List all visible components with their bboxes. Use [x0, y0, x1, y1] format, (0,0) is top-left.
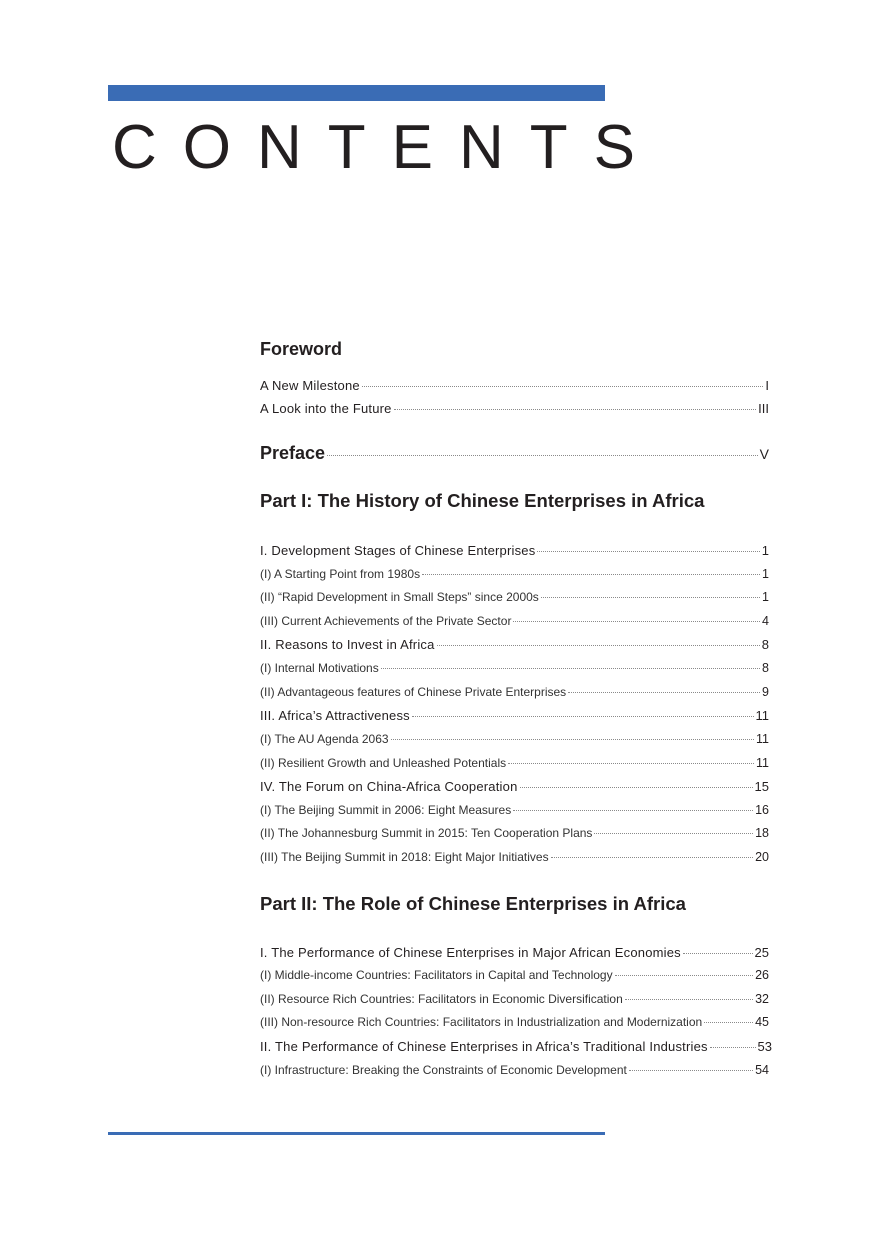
dot-leader — [551, 857, 754, 858]
toc-entry-page: 32 — [755, 992, 769, 1006]
toc-entry-page: I — [765, 378, 769, 393]
dot-leader — [625, 999, 753, 1000]
toc-entry[interactable] — [260, 614, 769, 628]
toc-entry-page: 15 — [754, 779, 769, 794]
toc-entry-title: A Look into the Future — [260, 401, 392, 416]
toc-entry-title: (II) Advantageous features of Chinese Private Enterprises — [260, 685, 567, 699]
toc-entry-title: (II) Resource Rich Countries: Facilitators in Economic Diversification — [260, 992, 623, 1006]
part-2-heading: Part II: The Role of Chinese Enterprises in Africa — [260, 893, 686, 914]
dot-leader — [629, 1070, 753, 1071]
dot-leader — [508, 763, 754, 764]
dot-leader — [594, 833, 753, 834]
dot-leader — [381, 668, 760, 669]
toc-entry-page: 45 — [755, 1015, 769, 1029]
dot-leader — [362, 386, 764, 387]
preface-heading: Preface — [260, 443, 326, 463]
page-title: CONTENTS — [112, 113, 661, 182]
toc-entry-title: (III) Non-resource Rich Countries: Facilitators in Industrialization and Modernization — [260, 1015, 703, 1029]
toc-entry[interactable] — [260, 992, 769, 1006]
toc-entry-title: (I) The Beijing Summit in 2006: Eight Measures — [260, 803, 512, 817]
toc-entry-title: I. The Performance of Chinese Enterprises in Major African Economies — [260, 945, 681, 960]
dot-leader — [394, 409, 757, 410]
toc-entry-page: 25 — [754, 945, 769, 960]
dot-leader — [412, 716, 754, 717]
toc-entry-title: III. Africa’s Attractiveness — [260, 708, 410, 723]
toc-entry-title: (III) Current Achievements of the Private Sector — [260, 614, 512, 628]
toc-entry-page: 11 — [756, 732, 769, 746]
foreword-heading: Foreword — [260, 339, 343, 359]
toc-entry[interactable] — [260, 685, 769, 699]
bottom-accent-bar — [108, 1132, 605, 1135]
toc-entry-page: 18 — [755, 826, 769, 840]
dot-leader — [437, 645, 760, 646]
toc-entry-page: 20 — [755, 850, 769, 864]
toc-entry-page: 53 — [757, 1039, 772, 1054]
toc-entry-title: (II) Resilient Growth and Unleashed Potentials — [260, 756, 507, 770]
toc-entry[interactable] — [260, 756, 769, 770]
dot-leader — [704, 1022, 753, 1023]
toc-entry[interactable] — [260, 779, 769, 794]
toc-entry-page: 1 — [761, 543, 769, 558]
dot-leader — [513, 621, 760, 622]
dot-leader — [541, 597, 760, 598]
dot-leader — [710, 1047, 756, 1048]
toc-entry[interactable] — [260, 945, 769, 960]
toc-entry[interactable] — [260, 968, 769, 982]
toc-entry-page: III — [758, 401, 769, 416]
dot-leader — [520, 787, 753, 788]
toc-entry-page: 9 — [762, 685, 769, 699]
part-1-heading: Part I: The History of Chinese Enterprises in Africa — [260, 490, 705, 511]
toc-entry-page: 11 — [756, 756, 769, 770]
toc-entry-title: (I) Middle-income Countries: Facilitators in Capital and Technology — [260, 968, 613, 982]
toc-entry-a-look-into-the-future[interactable] — [260, 401, 769, 416]
toc-entry-page: 1 — [762, 590, 769, 604]
dot-leader — [615, 975, 753, 976]
dot-leader — [391, 739, 754, 740]
toc-entry[interactable] — [260, 1015, 769, 1029]
dot-leader — [422, 574, 760, 575]
toc-entry-page: 8 — [762, 661, 769, 675]
toc-entry-title: II. The Performance of Chinese Enterprises in Africa’s Traditional Industries — [260, 1039, 708, 1054]
toc-entry-title: IV. The Forum on China-Africa Cooperation — [260, 779, 518, 794]
toc-entry-title: (II) “Rapid Development in Small Steps” since 2000s — [260, 590, 539, 604]
toc-entry-title: (II) The Johannesburg Summit in 2015: Ten Cooperation Plans — [260, 826, 593, 840]
toc-entry-a-new-milestone[interactable] — [260, 378, 769, 393]
toc-entry[interactable] — [260, 708, 769, 723]
dot-leader — [683, 953, 753, 954]
toc-entry-title: (I) Internal Motivations — [260, 661, 379, 675]
dot-leader — [327, 455, 758, 456]
toc-entry-page: 4 — [762, 614, 769, 628]
toc-entry-page: V — [759, 446, 769, 462]
toc-entry-page: 1 — [762, 567, 769, 581]
toc-entry[interactable] — [260, 567, 769, 581]
toc-entry[interactable] — [260, 1039, 772, 1054]
toc-entry-title: (I) A Starting Point from 1980s — [260, 567, 421, 581]
toc-entry-title: (III) The Beijing Summit in 2018: Eight Major Initiatives — [260, 850, 549, 864]
toc-entry[interactable] — [260, 826, 769, 840]
toc-entry-page: 11 — [755, 708, 769, 723]
toc-entry-title: A New Milestone — [260, 378, 360, 393]
toc-entry[interactable] — [260, 1063, 769, 1077]
toc-entry-page: 8 — [761, 637, 769, 652]
toc-entry-page: 26 — [755, 968, 769, 982]
toc-entry-page: 54 — [755, 1063, 769, 1077]
toc-entry-page: 16 — [755, 803, 769, 817]
dot-leader — [568, 692, 760, 693]
toc-entry-preface[interactable] — [260, 443, 769, 464]
toc-entry[interactable] — [260, 732, 769, 746]
toc-entry[interactable] — [260, 803, 769, 817]
top-accent-bar — [108, 85, 605, 101]
toc-entry[interactable] — [260, 637, 769, 652]
toc-entry-title: II. Reasons to Invest in Africa — [260, 637, 435, 652]
toc-entry-title: (I) Infrastructure: Breaking the Constraints of Economic Development — [260, 1063, 627, 1077]
dot-leader — [537, 551, 759, 552]
toc-entry-title: I. Development Stages of Chinese Enterprises — [260, 543, 536, 558]
toc-entry[interactable] — [260, 543, 769, 558]
dot-leader — [513, 810, 753, 811]
toc-entry-title: (I) The AU Agenda 2063 — [260, 732, 389, 746]
toc-entry[interactable] — [260, 850, 769, 864]
toc-entry[interactable] — [260, 590, 769, 604]
toc-entry[interactable] — [260, 661, 769, 675]
